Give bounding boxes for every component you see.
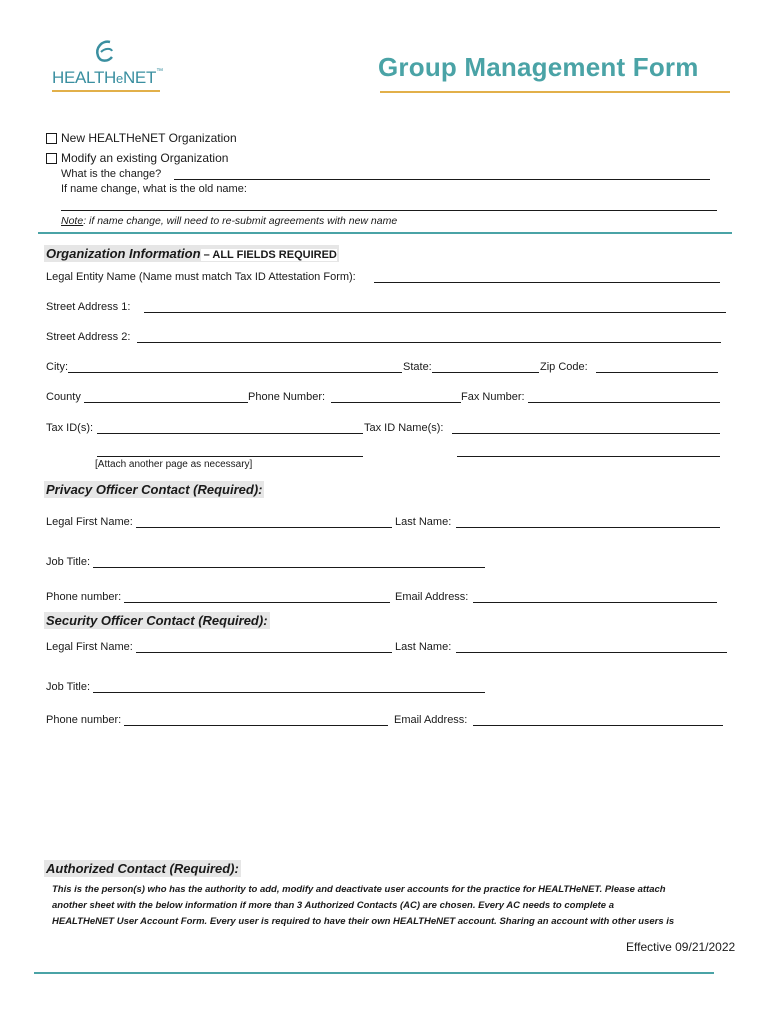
effective-date: Effective 09/21/2022 xyxy=(626,940,736,954)
privacy-last-name-field[interactable] xyxy=(456,527,720,528)
city-field[interactable] xyxy=(68,372,402,373)
privacy-job-title-label: Job Title: xyxy=(46,556,91,568)
security-job-title-field[interactable] xyxy=(93,692,485,693)
security-email-field[interactable] xyxy=(473,725,723,726)
what-change-label: What is the change? xyxy=(61,168,162,180)
org-info-heading: Organization Information – ALL FIELDS REQUIRED xyxy=(46,246,337,261)
new-org-option[interactable]: New HEALTHeNET Organization xyxy=(46,131,237,145)
privacy-email-field[interactable] xyxy=(473,602,717,603)
county-field[interactable] xyxy=(84,402,248,403)
footer-divider xyxy=(34,972,714,974)
state-label: State: xyxy=(403,361,432,373)
logo-swoosh-icon xyxy=(92,38,118,68)
security-first-name-field[interactable] xyxy=(136,652,392,653)
modify-org-checkbox[interactable] xyxy=(46,153,57,164)
fax-field[interactable] xyxy=(528,402,720,403)
tax-id-name-label: Tax ID Name(s): xyxy=(364,422,444,434)
legal-entity-field[interactable] xyxy=(374,282,720,283)
privacy-last-name-label: Last Name: xyxy=(395,516,452,528)
title-underline xyxy=(380,91,730,93)
security-job-title-label: Job Title: xyxy=(46,681,91,693)
street2-label: Street Address 2: xyxy=(46,331,131,343)
security-last-name-field[interactable] xyxy=(456,652,727,653)
security-last-name-label: Last Name: xyxy=(395,641,452,653)
modify-org-option[interactable]: Modify an existing Organization xyxy=(46,151,228,165)
tax-id-name-field[interactable] xyxy=(452,433,720,434)
page-title: Group Management Form xyxy=(378,52,699,82)
legal-entity-label: Legal Entity Name (Name must match Tax ID Attestation Form): xyxy=(46,271,356,283)
street2-field[interactable] xyxy=(137,342,721,343)
privacy-email-label: Email Address: xyxy=(395,591,469,603)
logo-underline xyxy=(52,90,160,92)
healthenet-logo xyxy=(52,38,172,93)
old-name-label: If name change, what is the old name: xyxy=(61,183,247,195)
privacy-job-title-field[interactable] xyxy=(93,567,485,568)
tax-id-field-2[interactable] xyxy=(97,456,363,457)
authorized-description: This is the person(s) who has the authority to add, modify and deactivate user accounts for the practice for HEALTHeNET. Please attach another sheet with the below information if more than 3 Authorized Contacts (AC) are chosen. Every AC needs to complete a HEALTHeNET User Account Form. Every user is required to have their own HEALTHeNET account. Sharing an account with other users is xyxy=(52,884,675,927)
attach-note: [Attach another page as necessary] xyxy=(95,459,253,470)
old-name-field[interactable] xyxy=(61,210,717,211)
authorized-heading: Authorized Contact (Required): xyxy=(46,861,239,876)
security-email-label: Email Address: xyxy=(394,714,468,726)
security-phone-label: Phone number: xyxy=(46,714,122,726)
divider-teal xyxy=(38,232,732,234)
tax-id-name-field-2[interactable] xyxy=(457,456,720,457)
logo-wordmark: HEALTHeNET™ xyxy=(52,68,163,87)
zip-label: Zip Code: xyxy=(540,361,588,373)
county-label: County xyxy=(46,391,81,403)
privacy-first-name-field[interactable] xyxy=(136,527,392,528)
zip-field[interactable] xyxy=(596,372,718,373)
phone-label: Phone Number: xyxy=(248,391,326,403)
privacy-first-name-label: Legal First Name: xyxy=(46,516,133,528)
security-first-name-label: Legal First Name: xyxy=(46,641,133,653)
tax-id-field[interactable] xyxy=(97,433,363,434)
security-phone-field[interactable] xyxy=(124,725,388,726)
privacy-phone-field[interactable] xyxy=(124,602,390,603)
fax-label: Fax Number: xyxy=(461,391,525,403)
tax-id-label: Tax ID(s): xyxy=(46,422,94,434)
name-change-note: Note: if name change, will need to re-submit agreements with new name xyxy=(61,215,398,227)
new-org-checkbox[interactable] xyxy=(46,133,57,144)
privacy-heading: Privacy Officer Contact (Required): xyxy=(46,482,263,497)
street1-field[interactable] xyxy=(144,312,726,313)
what-change-field[interactable] xyxy=(174,179,710,180)
city-label: City: xyxy=(46,361,68,373)
privacy-phone-label: Phone number: xyxy=(46,591,122,603)
state-field[interactable] xyxy=(432,372,539,373)
phone-field[interactable] xyxy=(331,402,461,403)
security-heading: Security Officer Contact (Required): xyxy=(46,613,268,628)
street1-label: Street Address 1: xyxy=(46,301,131,313)
